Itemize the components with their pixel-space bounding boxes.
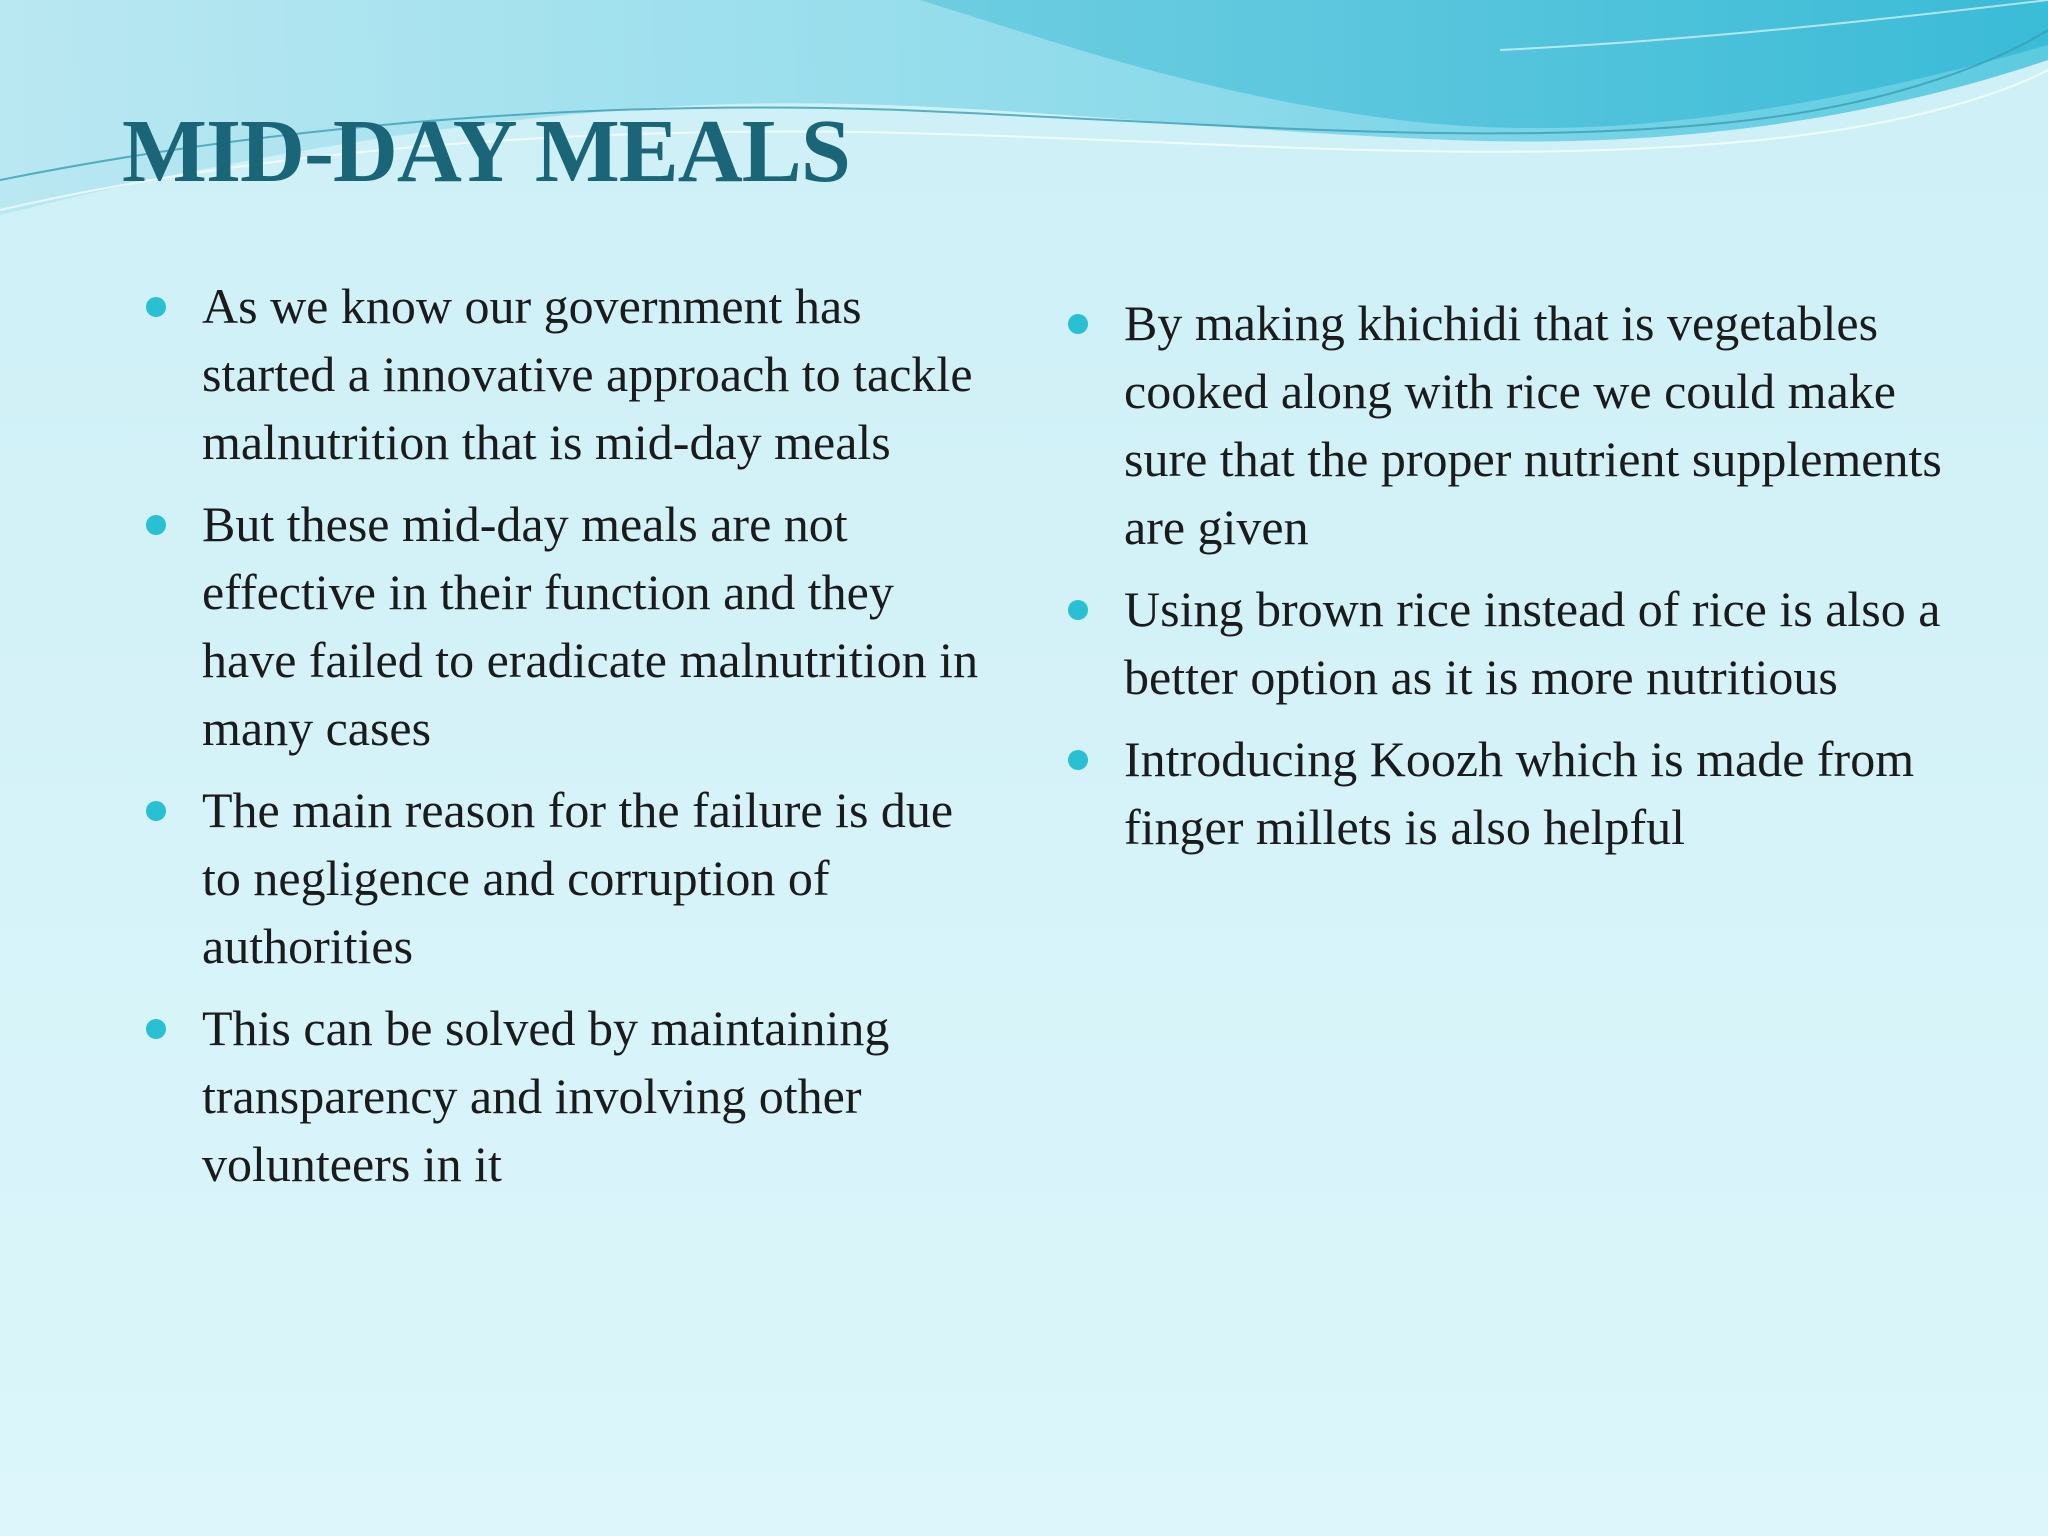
list-item <box>140 776 1000 980</box>
list-item <box>140 490 1000 762</box>
bullet-dot-icon <box>1068 600 1088 620</box>
bullet-dot-icon <box>146 801 166 821</box>
bullet-text: But these mid-day meals are not effective in their function and they have failed to eradicate malnutrition in many cases <box>202 496 979 756</box>
list-item <box>1062 725 1982 861</box>
bullet-text: This can be solved by maintaining transparency and involving other volunteers in it <box>202 1000 890 1192</box>
bullet-text: By making khichidi that is vegetables cooked along with rice we could make sure that the proper nutrient supplements are given <box>1124 295 1942 555</box>
right-bullet-list <box>1062 289 1982 875</box>
left-bullet-list <box>140 272 1000 1212</box>
bullet-dot-icon <box>1068 314 1088 334</box>
list-item <box>1062 575 1982 711</box>
bullet-text: As we know our government has started a innovative approach to tackle malnutrition that is mid-day meals <box>202 278 973 470</box>
slide-title: MID-DAY MEALS <box>122 102 850 201</box>
bullet-dot-icon <box>146 297 166 317</box>
bullet-dot-icon <box>1068 750 1088 770</box>
list-item <box>1062 289 1982 561</box>
bullet-text: Using brown rice instead of rice is also a better option as it is more nutritious <box>1124 581 1941 705</box>
bullet-text: The main reason for the failure is due to negligence and corruption of authorities <box>202 782 954 974</box>
bullet-text: Introducing Koozh which is made from finger millets is also helpful <box>1124 731 1915 855</box>
bullet-dot-icon <box>146 515 166 535</box>
bullet-dot-icon <box>146 1019 166 1039</box>
list-item <box>140 994 1000 1198</box>
list-item <box>140 272 1000 476</box>
